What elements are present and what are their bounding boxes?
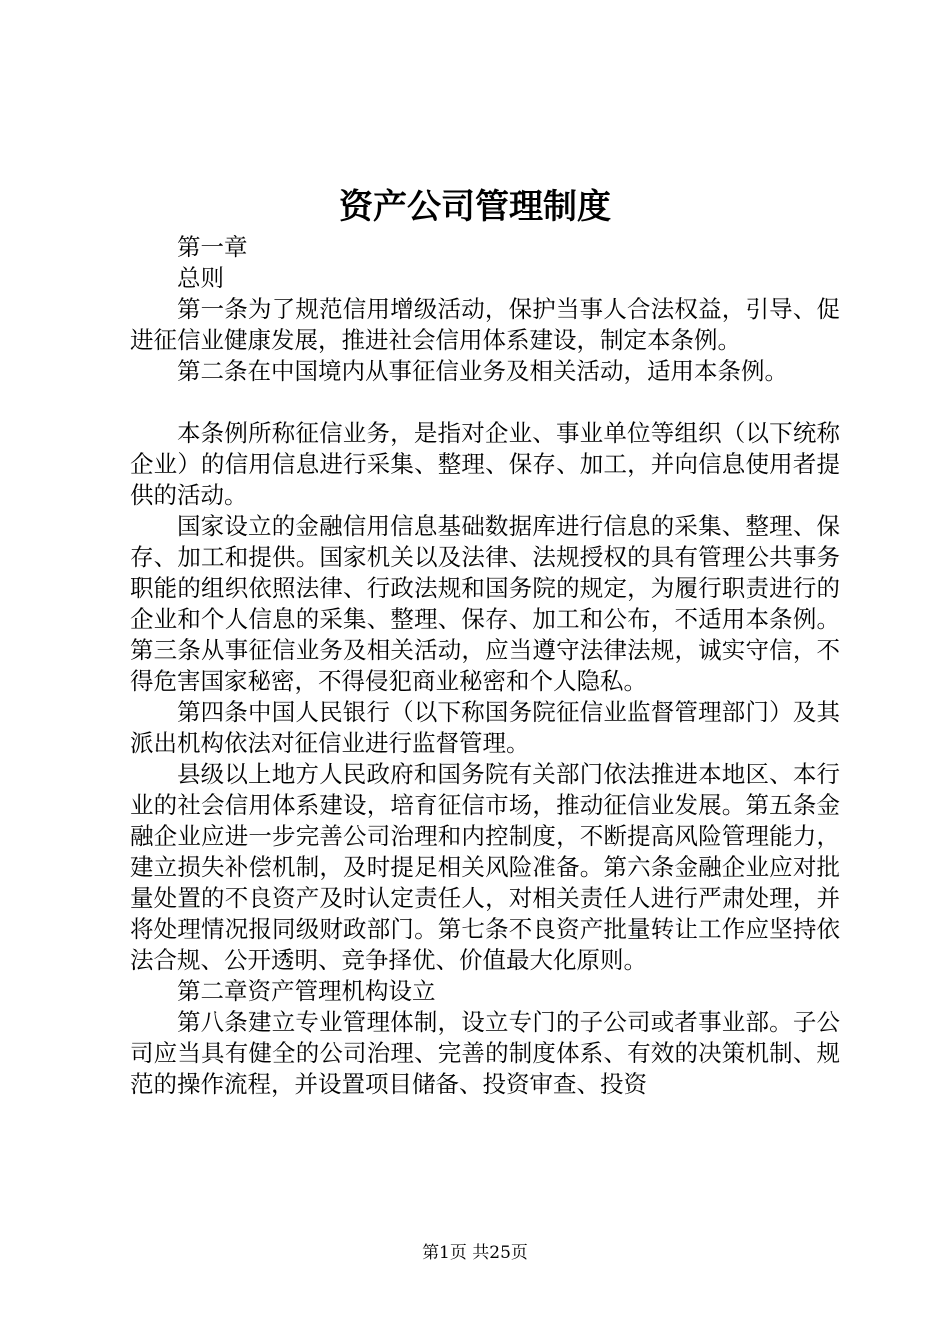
document-title: 资产公司管理制度	[339, 187, 611, 227]
body-paragraph: 第八条建立专业管理体制，设立专门的子公司或者事业部。子公司应当具有健全的公司治理、完善的制度体系、有效的决策机制、规范的操作流程，并设置项目储备、投资审查、投资	[130, 1008, 840, 1098]
document-body	[130, 232, 840, 1100]
chapter-heading: 第一章	[177, 233, 248, 261]
page-number: 第1页 共25页	[422, 1243, 528, 1263]
body-paragraph: 第二条在中国境内从事征信业务及相关活动，适用本条例。	[177, 357, 788, 385]
body-paragraph: 第四条中国人民银行（以下称国务院征信业监督管理部门）及其派出机构依法对征信业进行监督管理。	[130, 698, 840, 757]
body-paragraph: 第一条为了规范信用增级活动，保护当事人合法权益，引导、促进征信业健康发展，推进社会信用体系建设，制定本条例。	[130, 295, 840, 354]
body-paragraph: 国家设立的金融信用信息基础数据库进行信息的采集、整理、保存、加工和提供。国家机关以及法律、法规授权的具有管理公共事务职能的组织依照法律、行政法规和国务院的规定，为履行职责进行的企业和个人信息的采集、整理、保存、加工和公布，不适用本条例。第三条从事征信业务及相关活动，应当遵守法律法规，诚实守信，不得危害国家秘密，不得侵犯商业秘密和个人隐私。	[130, 512, 840, 695]
chapter-subheading: 总则	[177, 264, 224, 292]
chapter-heading: 第二章资产管理机构设立	[177, 977, 436, 1005]
body-paragraph: 县级以上地方人民政府和国务院有关部门依法推进本地区、本行业的社会信用体系建设，培育征信市场，推动征信业发展。第五条金融企业应进一步完善公司治理和内控制度，不断提高风险管理能力，建立损失补偿机制，及时提足相关风险准备。第六条金融企业应对批量处置的不良资产及时认定责任人，对相关责任人进行严肃处理，并将处理情况报同级财政部门。第七条不良资产批量转让工作应坚持依法合规、公开透明、竞争择优、价值最大化原则。	[130, 760, 840, 974]
body-paragraph: 本条例所称征信业务，是指对企业、事业单位等组织（以下统称企业）的信用信息进行采集、整理、保存、加工，并向信息使用者提供的活动。	[130, 419, 840, 509]
